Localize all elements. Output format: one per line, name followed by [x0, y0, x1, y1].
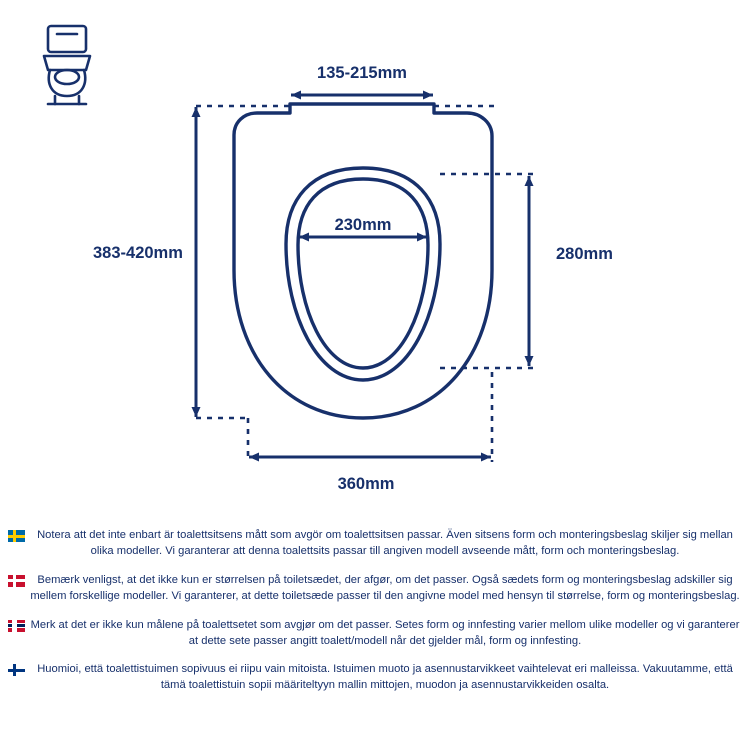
dimension-inner-width-label: 230mm [334, 216, 392, 234]
seat-opening [286, 168, 440, 380]
dimension-total-height [93, 107, 196, 417]
dimension-inner-height [529, 176, 613, 366]
dimension-total-height-label: 383-420mm [93, 244, 183, 262]
flag-norway [8, 620, 25, 632]
dimension-total-length-label: 360mm [337, 475, 395, 493]
dimension-total-length [249, 457, 491, 493]
dimension-inner-height-label: 280mm [556, 245, 613, 263]
note-text-da: Bemærk venligst, at det ikke kun er størrelsen på toiletsædet, der afgør, om det passer. Også sædets form og monteringsbeslag adskiller sig mellem forskellige modeller. Vi garanterer, at dette toiletsæde passer til den angivne model med hensyn til størrelse, form og monteringsbeslag. [30, 573, 740, 602]
note-item [8, 662, 742, 694]
guide-lines [196, 106, 536, 462]
note-text-sv: Notera att det inte enbart är toalettsitsens mått som avgör om toalettsitsen passar. Även sitsens form och monteringsbeslag skiljer sig mellan olika modeller. Vi garanterar att denna toalettsits passar till angiven modell avseende mått, form och monteringsbeslag. [37, 529, 733, 557]
note-item [8, 528, 742, 560]
notes-list [0, 528, 750, 707]
seat-outline [234, 104, 492, 418]
note-text-no: Merk at det er ikke kun målene på toalettsetet som avgjør om det passer. Setes form og innfesting varier mellom ulike modeller og vi garanterer at dette sete passer angitt toalett/modell når det gjelder mål, form og innfesting. [30, 618, 740, 647]
flag-denmark [8, 575, 25, 587]
flag-sweden [8, 530, 25, 542]
note-item [8, 618, 742, 650]
flag-finland [8, 664, 25, 676]
note-item [8, 573, 742, 605]
seat-opening-inner [298, 179, 428, 368]
dimension-top-width-label: 135-215mm [317, 64, 407, 82]
dimension-inner-width [299, 216, 427, 237]
toilet-icon [44, 26, 90, 104]
note-text-fi: Huomioi, että toalettistuimen sopivuus ei riipu vain mitoista. Istuimen muoto ja asennustarvikkeet vaihtelevat eri malleissa. Vakuutamme, että tämä toalettistuin sopii määriteltyyn mallin mittojen, muodon ja asennustarvikkeiden osalta. [37, 663, 733, 692]
dimension-top-width [291, 64, 433, 95]
